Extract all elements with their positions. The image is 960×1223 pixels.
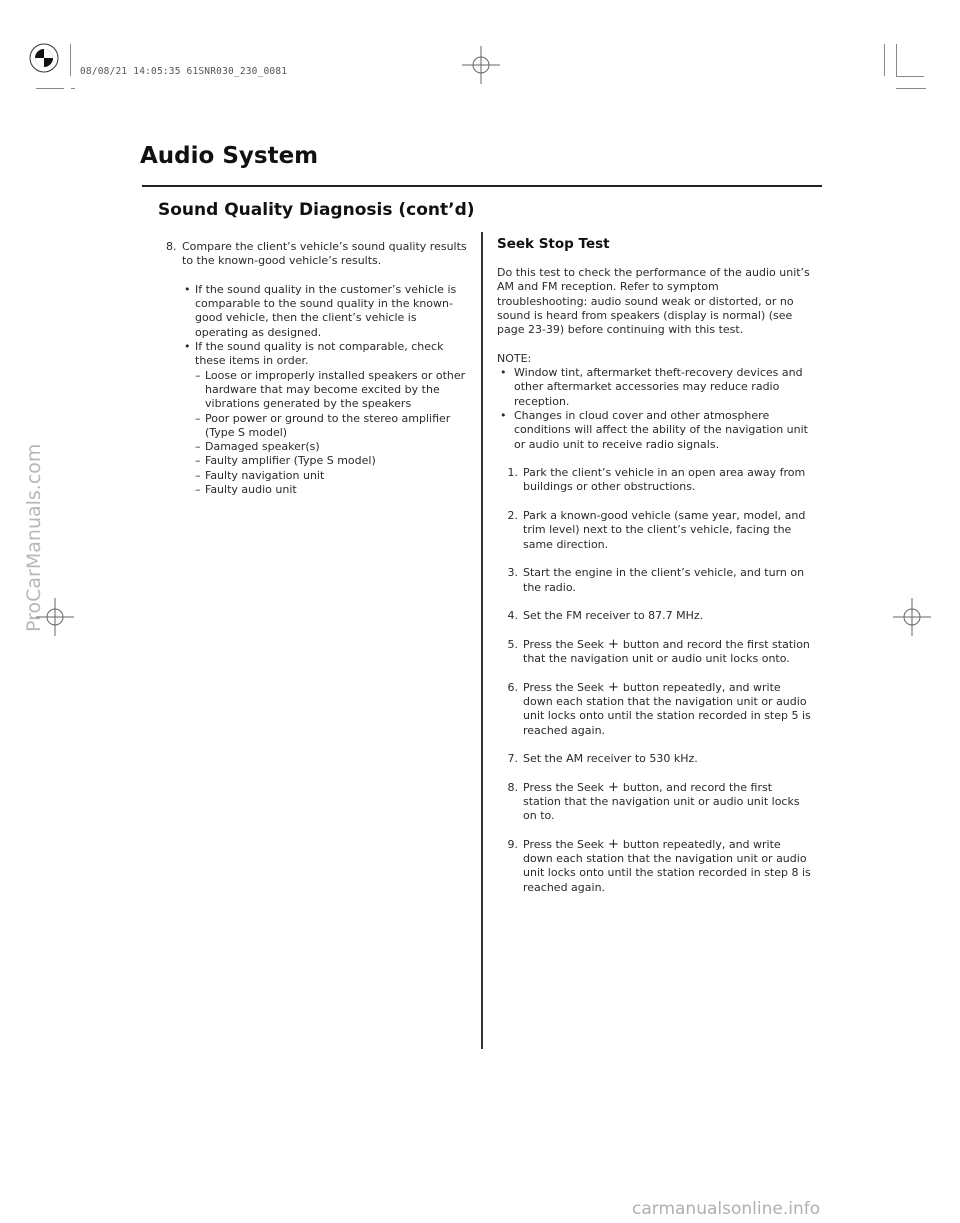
crop-line <box>896 76 924 77</box>
bullet-item: • If the sound quality is not comparable, check these items in order. <box>184 340 471 369</box>
check-item: – Loose or improperly installed speakers or other hardware that may become excited by the vibrations generated by the speakers <box>195 368 466 411</box>
crop-line <box>896 88 926 89</box>
bottom-watermark: carmanualsonline.info <box>632 1199 821 1219</box>
seek-plus-icon: + <box>607 779 619 795</box>
title-rule <box>142 185 822 187</box>
step-item: 2. Park a known-good vehicle (same year, model, and trim level) next to the client’s vehicle, facing the same direction. <box>507 509 806 551</box>
step-item: 4. Set the FM receiver to 87.7 MHz. <box>507 609 704 623</box>
crop-line <box>884 44 885 76</box>
note-item: • Window tint, aftermarket theft-recovery devices and other aftermarket accessories may reduce radio reception. <box>500 366 803 408</box>
step-number: 8. <box>166 240 177 253</box>
seek-plus-icon: + <box>607 836 619 852</box>
crop-line <box>36 88 64 89</box>
right-column <box>497 266 812 895</box>
crop-line <box>70 44 71 76</box>
step-item: 3. Start the engine in the client’s vehicle, and turn on the radio. <box>507 566 805 594</box>
step-8 <box>166 240 471 269</box>
crop-line <box>71 88 75 89</box>
check-item: – Faulty navigation unit <box>195 468 325 482</box>
step-text: Compare the client’s vehicle’s sound quality results to the known-good vehicle’s results. <box>182 240 467 268</box>
intro-paragraph: Do this test to check the performance of the audio unit’s AM and FM reception. Refer to symptom troubleshooting: audio sound weak or distorted, or no sound is heard from speakers (display is normal) (see page 23-39) before continuing with this test. <box>497 266 810 337</box>
check-item: – Damaged speaker(s) <box>195 440 320 454</box>
bullet-text: If the sound quality in the customer’s vehicle is comparable to the sound quality in the known-good vehicle, then the client’s vehicle is operating as designed. <box>195 282 457 339</box>
registration-mark-top-left <box>28 42 60 74</box>
bullet-item: • If the sound quality in the customer’s vehicle is comparable to the sound quality in the known-good vehicle, then the client’s vehicle is operating as designed. <box>184 283 471 340</box>
check-item: – Poor power or ground to the stereo amplifier (Type S model) <box>195 411 451 439</box>
seek-plus-icon: + <box>607 679 619 695</box>
step-item: 9. Press the Seek + button repeatedly, and write down each station that the navigation unit or audio unit locks onto until the station recorded in step 8 is reached again. <box>507 836 811 894</box>
crosshair-mark-right <box>893 598 931 636</box>
crop-line <box>896 44 897 76</box>
section-heading: Seek Stop Test <box>497 236 610 252</box>
check-item: – Faulty amplifier (Type S model) <box>195 454 376 468</box>
seek-plus-icon: + <box>607 636 619 652</box>
check-item: – Faulty audio unit <box>195 483 297 497</box>
step-item: 1. Park the client’s vehicle in an open area away from buildings or other obstructions. <box>507 466 806 494</box>
step-item: 5. Press the Seek + button and record the first station that the navigation unit or audio unit locks onto. <box>507 636 810 666</box>
bullet-text: If the sound quality is not comparable, check these items in order. <box>195 340 444 368</box>
left-column <box>166 240 471 497</box>
crosshair-mark-top <box>462 46 500 84</box>
step-item: 7. Set the AM receiver to 530 kHz. <box>507 752 698 766</box>
page-subtitle: Sound Quality Diagnosis (cont’d) <box>158 200 475 220</box>
step-item: 6. Press the Seek + button repeatedly, and write down each station that the navigation unit or audio unit locks onto until the station recorded in step 5 is reached again. <box>507 679 811 737</box>
note-item: • Changes in cloud cover and other atmosphere conditions will affect the ability of the navigation unit or audio unit to receive radio signals. <box>500 408 808 451</box>
side-watermark: ProCarManuals.com <box>23 443 45 632</box>
note-label: NOTE: <box>497 351 532 365</box>
page-title: Audio System <box>140 143 319 169</box>
step-item: 8. Press the Seek + button, and record the first station that the navigation unit or audio unit locks on to. <box>507 779 800 823</box>
print-stamp: 08/08/21 14:05:35 61SNR030_230_0081 <box>80 66 288 77</box>
column-divider <box>481 232 483 1049</box>
